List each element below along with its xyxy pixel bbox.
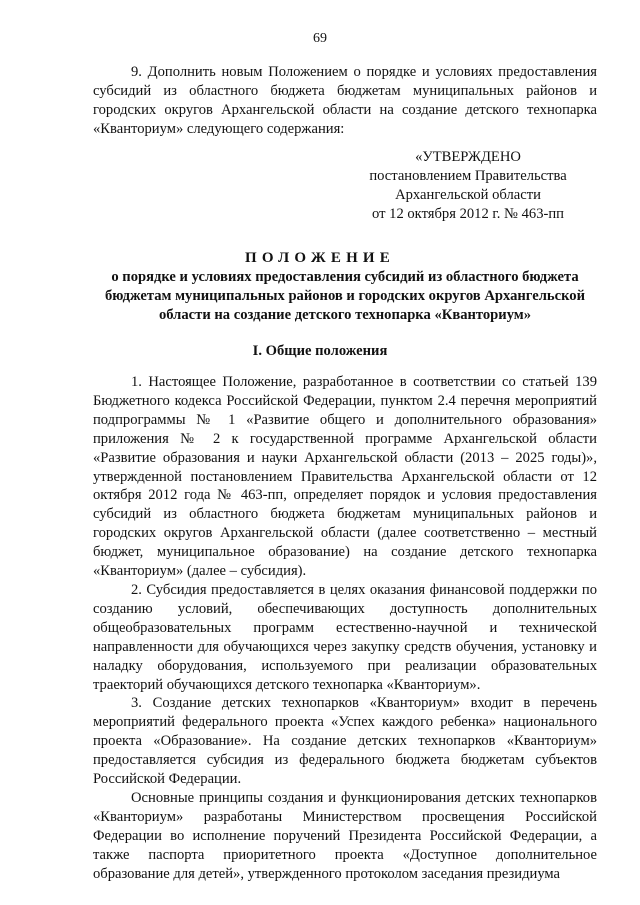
- approval-line-approved: «УТВЕРЖДЕНО: [415, 149, 521, 165]
- amendment-item-9: [93, 63, 597, 139]
- document-subtitle: о порядке и условиях предоставления субсидий из областного бюджета бюджетам муниципальных районов и городских округов Архангельской области на создание детского технопарка «Кванториум»: [104, 269, 585, 323]
- approval-line-region: Архангельской области: [395, 187, 541, 203]
- section-heading: I. Общие положения: [252, 343, 388, 359]
- paragraph-4: Основные принципы создания и функционирования детских технопарков «Кванториум» разработаны Министерством просвещения Российской Федерации во исполнение поручений Президента Российской Федерации, а также паспорта приоритетного проекта «Доступное дополнительное образование для детей», утвержденного протоколом заседания президиума: [93, 789, 597, 882]
- body-text: [93, 373, 597, 883]
- document-title: ПОЛОЖЕНИЕ: [244, 250, 396, 266]
- amendment-item-9-text: 9. Дополнить новым Положением о порядке и условиях предоставления субсидий из областного бюджета бюджетам муниципальных районов и городских округов Архангельской области на создание детского технопарка «Кванториум» следующего содержания:: [93, 64, 597, 137]
- paragraph-3: 3. Создание детских технопарков «Кванториум» входит в перечень мероприятий федерального проекта «Успех каждого ребенка» национального проекта «Образование». На создание детских технопарков «Кванториум» предоставляется субсидия из федерального бюджета бюджетам субъектов Российской Федерации.: [93, 695, 597, 788]
- paragraph-2: 2. Субсидия предоставляется в целях оказания финансовой поддержки по созданию условий, обеспечивающих доступность дополнительных общеобразовательных программ естественно-научной и технической направленности для обучающихся через закупку средств обучения, установку и наладку оборудования, используемого при реализации образовательных траекторий обучающихся детского технопарка «Кванториум».: [93, 581, 597, 693]
- approval-line-resolution: постановлением Правительства: [369, 168, 567, 184]
- approval-line-date: от 12 октября 2012 г. № 463-пп: [372, 206, 564, 222]
- paragraph-1: 1. Настоящее Положение, разработанное в соответствии со статьей 139 Бюджетного кодекса Российской Федерации, пунктом 2.4 перечня мероприятий подпрограммы № 1 «Развитие общего и дополнительного образования» приложения № 2 к государственной программе Архангельской области «Развитие образования и науки Архангельской области (2013 – 2025 годы)», утвержденной постановлением Правительства Архангельской области от 12 октября 2012 года № 463-пп, определяет порядок и условия предоставления субсидий из областного бюджета бюджетам муниципальных районов и городских округов Архангельской области (далее соответственно – местный бюджет, муниципальное образование) на создание детского технопарка «Кванториум» (далее – субсидия).: [93, 374, 597, 580]
- page-number: 69: [313, 31, 327, 46]
- approval-stamp: [340, 148, 596, 224]
